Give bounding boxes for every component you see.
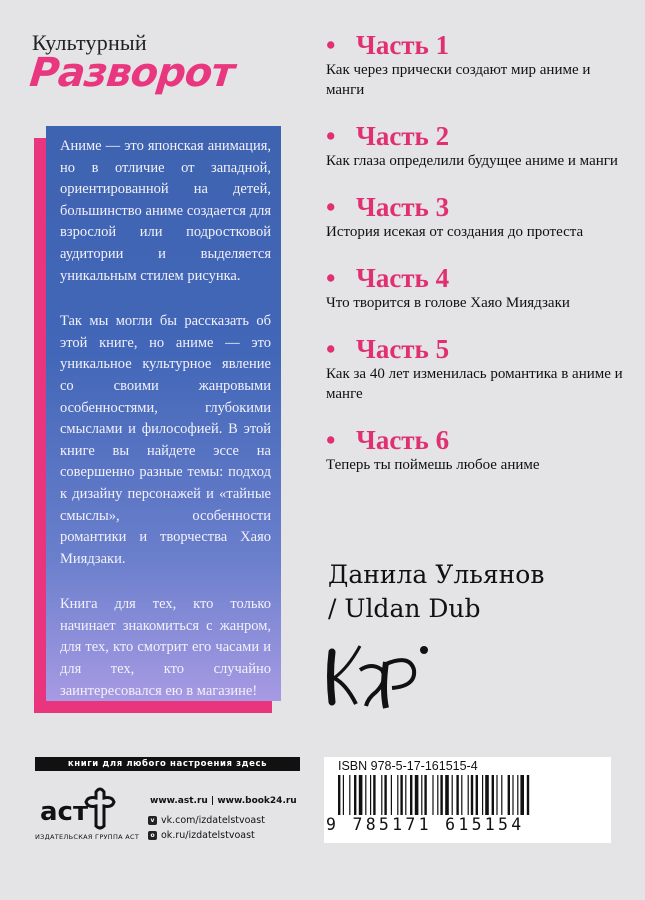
bullet-icon: • <box>326 425 336 455</box>
ast-logo-text: аст <box>40 797 89 827</box>
vk-link: vk.com/izdatelstvoast <box>161 815 265 826</box>
part-title: Часть 3 <box>356 192 450 222</box>
blurb-paragraph-2: Так мы могли бы рассказать об этой книге, но аниме — это уникальное культурное явление со своими жанровыми особенностями, глубокими смыслами и философией. В этой книге вы найдете эссе на совершенно разные темы: подход к дизайну персонажей и «тайные смыслы», особенности романтики и творчества Хаяо Миядзаки. <box>60 313 271 567</box>
blurb-box <box>46 126 281 701</box>
part-description: Как глаза определили будущее аниме и манги <box>326 153 618 169</box>
list-item <box>326 121 626 171</box>
part-description: Что творится в голове Хаяо Миядзаки <box>326 295 570 311</box>
ast-logo-icon <box>38 784 128 834</box>
parts-list <box>326 30 626 496</box>
barcode <box>324 757 611 843</box>
ok-link: ok.ru/izdatelstvoast <box>161 830 255 841</box>
list-item <box>326 425 626 475</box>
tagline-bar: книги для любого настроения здесь <box>35 757 300 771</box>
kr-logo-icon <box>326 640 436 710</box>
part-title: Часть 1 <box>356 30 450 60</box>
ok-icon: o <box>148 831 157 840</box>
isbn-text: ISBN 978-5-17-161515-4 <box>338 759 478 773</box>
blurb-paragraph-3: Книга для тех, кто только начинает знакомиться с жанром, для тех, кто смотрит его часами и для тех, кто случайно заинтересовался ею в магазине! <box>60 596 271 699</box>
bullet-icon: • <box>326 30 336 60</box>
bullet-icon: • <box>326 263 336 293</box>
part-title: Часть 6 <box>356 425 450 455</box>
bullet-icon: • <box>326 334 336 364</box>
bullet-icon: • <box>326 192 336 222</box>
part-description: Как за 40 лет изменилась романтика в аниме и манге <box>326 366 623 402</box>
part-description: История исекая от создания до протеста <box>326 224 584 240</box>
series-logo-top: Культурный <box>32 30 147 55</box>
part-description: Как через прически создают мир аниме и манги <box>326 62 591 98</box>
list-item <box>326 334 626 404</box>
vk-icon: v <box>148 816 157 825</box>
websites: www.ast.ru | www.book24.ru <box>150 796 297 806</box>
part-title: Часть 4 <box>356 263 450 293</box>
author-name <box>328 558 544 626</box>
social-links <box>148 813 265 843</box>
author-name-ru: Данила Ульянов <box>328 560 545 589</box>
list-item <box>326 30 626 100</box>
series-logo-main: Разворот <box>27 50 237 96</box>
list-item <box>326 263 626 313</box>
part-title: Часть 5 <box>356 334 450 364</box>
list-item <box>326 192 626 242</box>
barcode-digits: 9 785171 615154 <box>326 815 609 834</box>
publisher-name: ИЗДАТЕЛЬСКАЯ ГРУППА АСТ <box>35 833 140 841</box>
author-name-en: / Uldan Dub <box>328 594 481 623</box>
part-title: Часть 2 <box>356 121 450 151</box>
blurb-paragraph-1: Аниме — это японская анимация, но в отличие от западной, ориентированной на детей, большинство аниме создается для взрослой или подростковой аудитории и выделяется уникальным стилем рисунка. <box>60 138 271 284</box>
bullet-icon: • <box>326 121 336 151</box>
part-description: Теперь ты поймешь любое аниме <box>326 457 540 473</box>
